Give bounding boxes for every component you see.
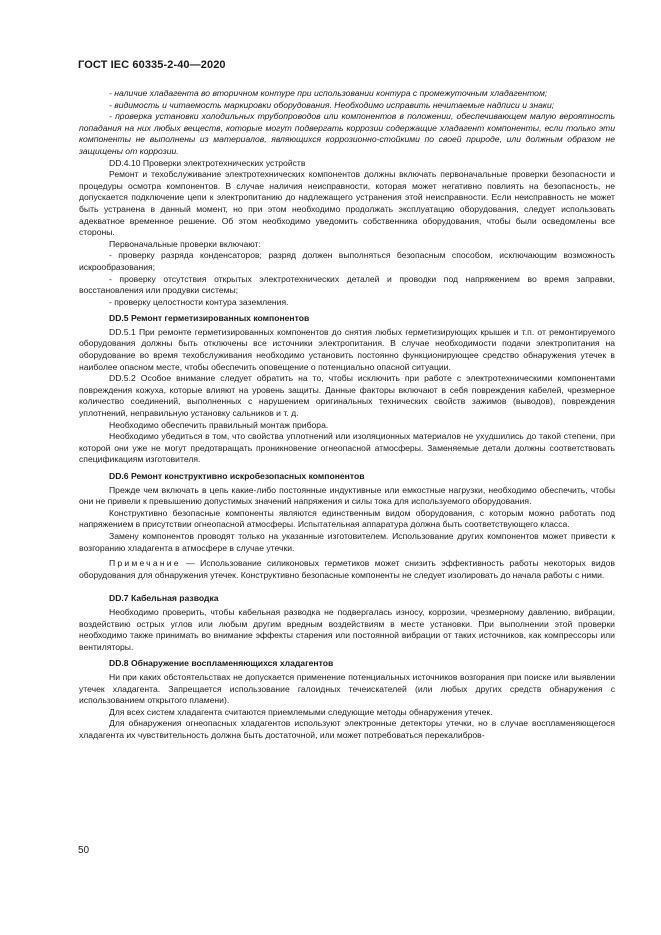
paragraph: Необходимо убедиться в том, что свойства уплотнений или изоляционных материалов не ухудшились до такой степени, при которой они уже не могут предотвращать проникновение огнеопасной атмосферы. Заменяемые детали должны соответствовать спецификациям изготовителя. [79,431,615,465]
paragraph: Необходимо проверить, чтобы кабельная разводка не подвергалась износу, коррозии, чрезмерному давлению, вибрации, воздействию острых углов или любым другим вредным воздействиям в месте установки. При выполнении этой проверки необходимо также принимать во внимание эффекты старения или постоянной вибрации от таких источников, как компрессоры или вентиляторы. [79,606,615,652]
paragraph: - проверка установки холодильных трубопроводов или компонентов в положении, обеспечивающем малую вероятность попадания на них любых веществ, которые могут подвергать коррозии содержащие хладагент компоненты, если только эти компоненты не выполнены из материалов, являющихся коррозионно-стойкими по своей природе, или должным образом не защищены от коррозии. [79,111,615,156]
section-heading: DD.5 Ремонт герметизированных компонентов [109,313,310,324]
paragraph: Первоначальные проверки включают: [109,238,261,249]
paragraph: Конструктивно безопасные компоненты являются единственным видом оборудования, с которым можно работать под напряжением в присутствии огнеопасной атмосферы. Испытательная аппаратура должна быть соответствующего класса. [79,507,615,530]
section-heading: DD.7 Кабельная разводка [109,593,219,604]
paragraph: - видимость и читаемость маркировки оборудования. Необходимо исправить нечитаемые надписи и знаки; [109,99,555,110]
paragraph: Замену компонентов проводят только на указанные изготовителем. Использование других компонентов может привести к возгоранию хладагента в атмосфере в случае утечки. [79,530,615,553]
paragraph: Для обнаружения огнеопасных хладагентов используют электронные детекторы утечки, но в случае воспламеняющегося хладагента их чувствительность должна быть достаточной, или может потребоваться перекалибров- [79,718,615,740]
section-heading: DD.6 Ремонт конструктивно искробезопасных компонентов [109,471,365,481]
section-heading: DD.8 Обнаружение воспламеняющихся хладагентов [109,658,334,669]
document-header: ГОСТ IEC 60335-2-40—2020 [78,59,226,71]
list-item: - проверку целостности контура заземления. [109,296,289,307]
paragraph: Ни при каких обстоятельствах не допускается применение потенциальных источников возгорания при поиске или выявлении утечек хладагента. Запрещается использование галоидных течеискателей (или любых других средств обнаружения с использованием открытого пламени). [79,671,615,706]
list-item: - проверку отсутствия открытых электротехнических деталей и проводки под напряжением во время заправки, восстановления или продувки системы; [79,273,615,296]
paragraph: Ремонт и техобслуживание электротехнических компонентов должны включать первоначальные проверки безопасности и процедуры осмотра компонентов. В случае наличия неисправности, которая может негативно повлиять на безопасность, не допускается подключение цепи к электропитанию до надлежащего устранения этой неисправности. Если неисправность не может быть устранена в данный момент, но при этом необходимо продолжать эксплуатацию оборудования, следует использовать адекватное временное решение. Об этом необходимо уведомить собственника оборудования, чтобы были осведомлены все стороны. [79,169,615,238]
note-text: — Использование силиконовых герметиков может снизить эффективность работы некоторых видов оборудования для обнаружения утечек. Конструктивно безопасные компоненты не следует изолировать до начала работы с ними. [79,558,615,580]
note [79,558,615,581]
paragraph: DD.5.1 При ремонте герметизированных компонентов до снятия любых герметизирующих крышек и т.п. от ремонтируемого оборудования должны быть отключены все источники электропитания. В случае необходимости подачи электропитания на оборудование во время техобслуживания необходимо установить постоянно функционирующее средство обнаружения утечек в наиболее опасном месте, чтобы обеспечить оповещение о потенциально опасной ситуации. [79,326,615,372]
note-label: Примечание [109,558,181,569]
paragraph: Прежде чем включать в цепь какие-либо постоянные индуктивные или емкостные нагрузки, необходимо обеспечить, чтобы они не привели к превышению допустимых значений напряжения и силы тока для используемого оборудования. [79,484,615,507]
paragraph: Необходимо обеспечить правильный монтаж прибора. [109,419,329,430]
paragraph: Для всех систем хладагента считаются приемлемыми следующие методы обнаружения утечек. [109,706,493,717]
subsection-title: DD.4.10 Проверки электротехнических устройств [109,157,306,168]
list-item: - проверку разряда конденсаторов; разряд должен выполняться безопасным способом, исключающим возможность искрообразования; [79,250,615,272]
document-body [79,88,615,741]
page-number: 50 [78,845,90,856]
paragraph: DD.5.2 Особое внимание следует обратить на то, чтобы исключить при работе с электротехническими компонентами повреждения кожуха, которые влияют на уровень защиты. Данные факторы включают в себя повреждения кабелей, чрезмерное количество соединений, выполненных с нарушением оригинальных технических свойств зажимов (выводов), повреждения уплотнений, неправильную установку сальников и т. д. [79,373,615,419]
paragraph: - наличие хладагента во вторичном контуре при использовании контура с промежуточным хладагентом; [109,88,548,98]
